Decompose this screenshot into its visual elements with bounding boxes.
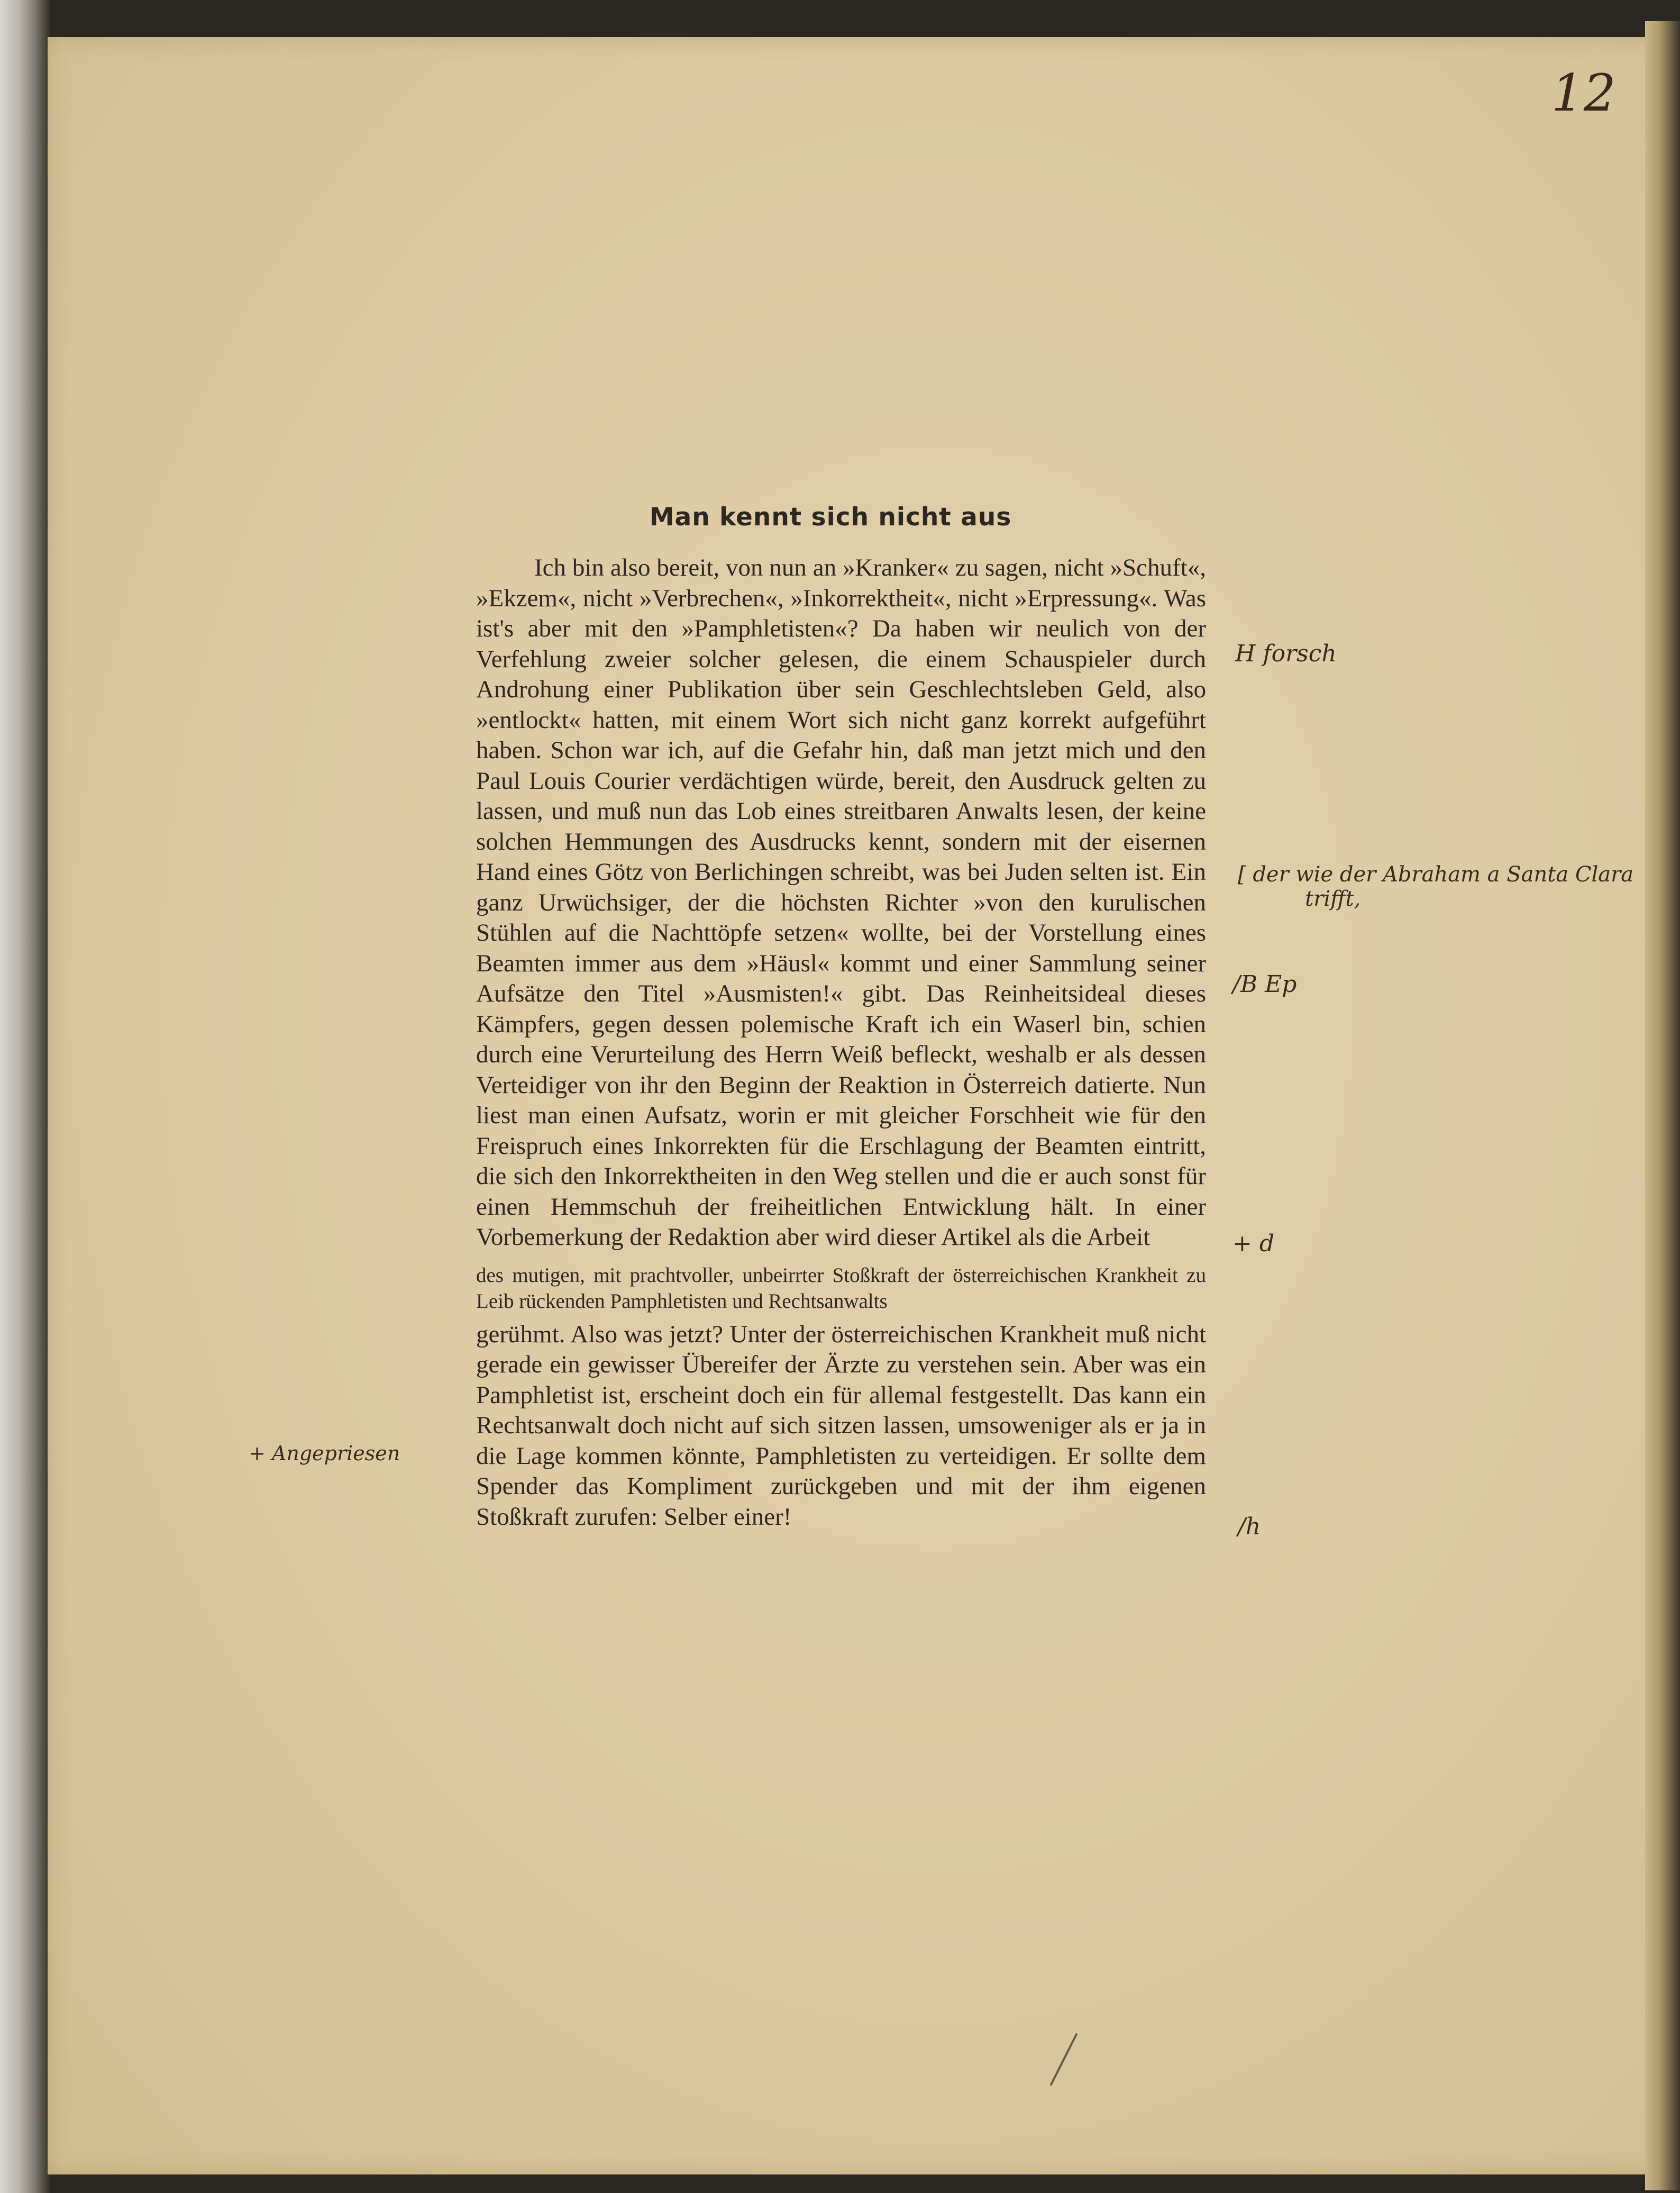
- handwritten-margin-note: H forsch: [1235, 640, 1337, 667]
- body-paragraph: Ich bin also bereit, von nun an »Kranker« zu sagen, nicht »Schuft«, »Ekzem«, nicht »Verbrechen«, »Inkorrektheit«, nicht »Erpressung«. Was ist's aber mit den »Pamphletisten«? Da haben wir neulich von der Verfehlung zweier solcher gelesen, die einem Schauspieler durch Androhung einer Publikation über sein Geschlechtsleben Geld, also »entlockt« hatten, mit einem Wort sich nicht ganz korrekt aufgeführt haben. Schon war ich, auf die Gefahr hin, daß man jetzt mich und den Paul Louis Courier verdächtigen würde, bereit, den Ausdruck gelten zu lassen, und muß nun das Lob eines streitbaren Anwalts lesen, der keine solchen Hemmungen des Ausdrucks kennt, sondern mit der eisernen Hand eines Götz von Berlichingen schreibt, was bei Juden selten ist. Ein ganz Urwüchsiger, der die höchsten Richter »von den kurulischen Stühlen auf die Nachttöpfe setzen« wollte, bei der Vorstellung eines Beamten immer aus dem »Häusl« kommt und einer Sammlung seiner Aufsätze den Titel »Ausmisten!« gibt. Das Reinheitsideal dieses Kämpfers, gegen dessen polemische Kraft ich ein Waserl bin, schien durch eine Verurteilung des Herrn Weiß befleckt, weshalb er als dessen Verteidiger von ihr den Beginn der Reaktion in Österreich datierte. Nun liest man einen Aufsatz, worin er mit gleicher Forschheit wie für den Freispruch eines Inkorrekten für die Erschlagung der Beamten eintritt, die sich den Inkorrektheiten in den Weg stellen und die er auch sonst für einen Hemmschuh der freiheitlichen Entwicklung hält. In einer Vorbemerkung der Redaktion aber wird dieser Artikel als die Arbeit: [476, 554, 1206, 1251]
- document-page: [48, 37, 1666, 2174]
- page-number: 12: [1551, 63, 1616, 123]
- handwritten-margin-note: + Angepriesen: [249, 1442, 400, 1465]
- handwritten-margin-note: + d: [1232, 1230, 1275, 1257]
- pencil-stroke-mark: [1045, 2032, 1082, 2090]
- article-title: Man kennt sich nicht aus: [649, 503, 1012, 532]
- quoted-passage: des mutigen, mit prachtvoller, unbeirrter Stoßkraft der österreichischen Krankheit zu Leib rückenden Pamphletisten und Rechtsanwalts: [476, 1263, 1206, 1313]
- handwritten-margin-note: /B Ep: [1232, 971, 1297, 998]
- handwritten-margin-note: [ der wie der Abraham a Santa Clara trifft,: [1238, 862, 1634, 911]
- handwritten-margin-note: /h: [1238, 1513, 1261, 1540]
- book-binding-edge: [0, 0, 50, 2193]
- article-body: [476, 553, 1206, 1532]
- page-stack-edge: [1645, 21, 1680, 2190]
- body-paragraph: gerühmt. Also was jetzt? Unter der österreichischen Krankheit muß nicht gerade ein gewisser Übereifer der Ärzte zu verstehen sein. Aber was ein Pamphletist ist, erscheint doch ein für allemal festgestellt. Das kann ein Rechtsanwalt doch nicht auf sich sitzen lassen, umsoweniger als er ja in die Lage kommen könnte, Pamphletisten zu verteidigen. Er sollte dem Spender das Kompliment zurückgeben und mit der ihm eigenen Stoßkraft zurufen: Selber einer!: [476, 1320, 1206, 1531]
